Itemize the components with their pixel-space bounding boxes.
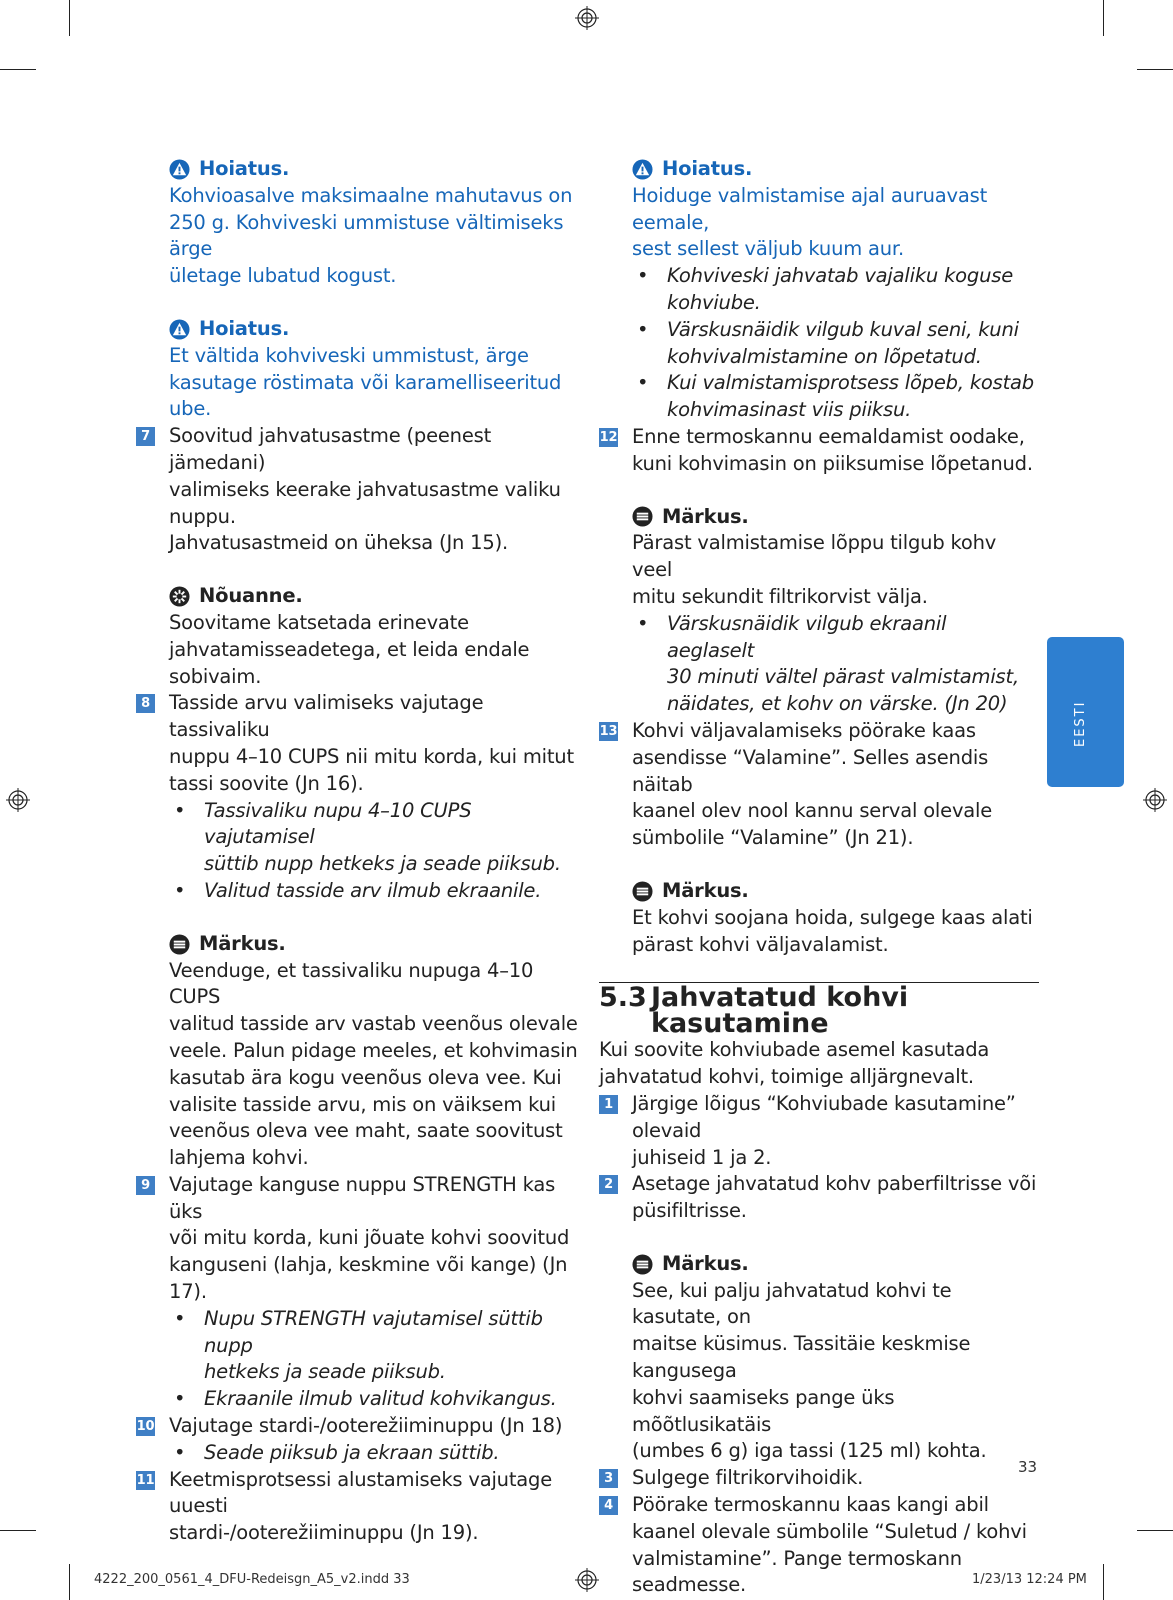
- warning-text-line: ületage lubatud kogust.: [169, 264, 397, 288]
- tip-header: [169, 583, 586, 610]
- registration-mark-icon: [575, 6, 599, 30]
- bullet-text-line: Kohviveski jahvatab vajaliku koguse: [667, 264, 1013, 288]
- note-text-line: Et kohvi soojana hoida, sulgege kaas alati: [632, 905, 1033, 929]
- note-icon: [632, 1254, 653, 1275]
- note-1: [136, 931, 586, 1172]
- note-text-line: lahjema kohvi.: [169, 1146, 309, 1170]
- bullet-text-line: kohvimasinast viis piiksu.: [667, 398, 912, 422]
- warning-text-line: sest sellest väljub kuum aur.: [632, 237, 904, 261]
- step-text-line: Asetage jahvatatud kohv paberfiltrisse või: [632, 1172, 1037, 1196]
- bullet-icon: •: [637, 611, 649, 635]
- step-12: [599, 424, 1039, 478]
- note-text-line: See, kui palju jahvatatud kohvi te kasutate, on: [632, 1278, 952, 1329]
- section-title-line: Jahvatatud kohvi: [651, 982, 909, 1014]
- tip-text-line: Soovitame katsetada erinevate: [169, 610, 469, 634]
- step-text-line: juhiseid 1 ja 2.: [632, 1145, 772, 1169]
- bullet-text-line: Värskusnäidik vilgub kuval seni, kuni: [667, 317, 1019, 341]
- step-text-line: Järgige lõigus “Kohviubade kasutamine” olevaid: [632, 1091, 1016, 1142]
- note-text-line: veele. Palun pidage meeles, et kohvimasin: [169, 1038, 578, 1062]
- bullet-icon: •: [174, 1306, 186, 1330]
- bullet-text-line: Valitud tasside arv ilmub ekraanile.: [204, 878, 542, 902]
- crop-mark: [0, 69, 36, 70]
- warning-title: Hoiatus.: [662, 157, 753, 180]
- step-number: 2: [599, 1175, 618, 1194]
- warning-title: Hoiatus.: [199, 316, 290, 340]
- bullet-text-line: kohviube.: [667, 290, 761, 314]
- step-text-line: kaanel olevale sümbolile “Suletud / kohvi: [632, 1519, 1027, 1543]
- step-number: 13: [599, 723, 618, 739]
- section-title-line: kasutamine: [651, 1008, 829, 1040]
- language-tab-label: EESTI: [1073, 700, 1088, 747]
- bullet-icon: •: [637, 264, 649, 288]
- bullet-item: [136, 1306, 586, 1386]
- note-text-line: valisite tasside arvu, mis on väiksem kui: [169, 1092, 556, 1116]
- step-3: [599, 1465, 1039, 1492]
- note-title: Märkus.: [662, 1251, 749, 1275]
- bullet-text-line: Värskusnäidik vilgub ekraanil aeglaselt: [667, 611, 947, 662]
- warning-header: [169, 156, 586, 183]
- step-text-line: Keetmisprotsessi alustamiseks vajutage uuesti: [169, 1467, 552, 1518]
- bullet-text-line: Kui valmistamisprotsess lõpeb, kostab: [667, 371, 1034, 395]
- step-13: [599, 718, 1039, 852]
- note-header: [632, 878, 1039, 905]
- note-icon: [169, 934, 190, 955]
- left-column: [136, 156, 586, 1547]
- crop-mark: [69, 0, 70, 36]
- bullet-item: [599, 263, 1039, 317]
- step-9: [136, 1172, 586, 1306]
- warning-1: [136, 156, 586, 290]
- warning-icon: [632, 159, 653, 180]
- bullet-item: [136, 798, 586, 878]
- step-text-line: stardi-/ooterežiiminuppu (Jn 19).: [169, 1521, 479, 1545]
- step-text-line: valmistamine”. Pange termoskann seadmesse.: [632, 1546, 962, 1597]
- step-number: 12: [599, 429, 618, 445]
- registration-mark-icon: [575, 1568, 599, 1592]
- step-2: [599, 1171, 1039, 1225]
- step-number: 1: [599, 1095, 618, 1114]
- tip-title: Nõuanne.: [199, 584, 303, 608]
- intro-text-line: jahvatatud kohvi, toimige alljärgnevalt.: [599, 1065, 974, 1089]
- warning-3: [599, 156, 1039, 263]
- note-icon: [632, 881, 653, 902]
- note-title: Märkus.: [662, 878, 749, 902]
- tip-text-line: jahvatamisseadetega, et leida endale sobivaim.: [169, 637, 530, 688]
- crop-mark: [1103, 1564, 1104, 1600]
- note-text-line: kohvi saamiseks pange üks mõõtlusikatäis: [632, 1385, 895, 1436]
- bullet-icon: •: [637, 317, 649, 341]
- step-number: 4: [599, 1496, 618, 1515]
- page-number: 33: [1018, 1458, 1038, 1476]
- footer-file: 4222_200_0561_4_DFU-Redeisgn_A5_v2.indd 33: [94, 1572, 410, 1587]
- bullet-text-line: Nupu STRENGTH vajutamisel süttib nupp: [204, 1306, 543, 1357]
- intro-text-line: Kui soovite kohviubade asemel kasutada: [599, 1038, 990, 1062]
- step-8: [136, 690, 586, 797]
- crop-mark: [0, 1530, 36, 1531]
- bullet-icon: •: [174, 1387, 186, 1411]
- step-text-line: Tasside arvu valimiseks vajutage tassivaliku: [169, 691, 484, 742]
- warning-text-line: 250 g. Kohviveski ummistuse vältimiseks ärge: [169, 210, 564, 261]
- note-icon: [632, 506, 653, 527]
- note-text-line: pärast kohvi väljavalamist.: [632, 932, 889, 956]
- step-11: [136, 1467, 586, 1547]
- bullet-item: [599, 611, 1039, 718]
- step-text-line: valimiseks keerake jahvatusastme valiku nuppu.: [169, 477, 561, 528]
- registration-mark-icon: [1143, 788, 1167, 812]
- bullet-item: [599, 317, 1039, 371]
- bullet-item: [136, 878, 586, 905]
- step-text-line: kaanel olev nool kannu serval olevale: [632, 799, 993, 823]
- step-text-line: või mitu korda, kuni jõuate kohvi soovitud: [169, 1226, 570, 1250]
- note-header: [169, 931, 586, 958]
- step-number: 10: [136, 1419, 155, 1435]
- registration-mark-icon: [6, 788, 30, 812]
- note-title: Märkus.: [199, 931, 286, 955]
- note-text-line: veenõus oleva vee maht, saate soovitust: [169, 1119, 563, 1143]
- bullet-text-line: Tassivaliku nupu 4–10 CUPS vajutamisel: [204, 798, 472, 849]
- note-text-line: Veenduge, et tassivaliku nupuga 4–10 CUPS: [169, 958, 534, 1009]
- step-text-line: Pöörake termoskannu kaas kangi abil: [632, 1493, 989, 1517]
- bullet-icon: •: [174, 878, 186, 902]
- step-text-line: Kohvi väljavalamiseks pöörake kaas: [632, 718, 976, 742]
- bullet-icon: •: [637, 371, 649, 395]
- step-text-line: Vajutage kanguse nuppu STRENGTH kas üks: [169, 1172, 556, 1223]
- bullet-text-line: 30 minuti vältel pärast valmistamist,: [667, 665, 1019, 689]
- crop-mark: [69, 1564, 70, 1600]
- note-4: [599, 1251, 1039, 1465]
- note-2: [599, 504, 1039, 611]
- step-text-line: asendisse “Valamine”. Selles asendis näitab: [632, 745, 989, 796]
- section-number: 5.3: [599, 982, 647, 1014]
- warning-icon: [169, 159, 190, 180]
- bullet-text-line: hetkeks ja seade piiksub.: [204, 1360, 446, 1384]
- crop-mark: [1137, 69, 1173, 70]
- language-tab: [1047, 637, 1124, 787]
- step-text-line: nuppu 4–10 CUPS nii mitu korda, kui mitut: [169, 744, 574, 768]
- note-text-line: kasutab ära kogu veenõus oleva vee. Kui: [169, 1065, 562, 1089]
- note-text-line: Pärast valmistamise lõppu tilgub kohv veel: [632, 531, 997, 582]
- note-header: [632, 1251, 1039, 1278]
- step-7: [136, 423, 586, 557]
- step-number: 11: [136, 1472, 155, 1488]
- section-intro: [599, 1037, 1039, 1091]
- step-number: 9: [136, 1176, 155, 1195]
- step-text-line: kuni kohvimasin on piiksumise lõpetanud.: [632, 451, 1033, 475]
- warning-2: [136, 316, 586, 423]
- step-number: 7: [136, 427, 155, 446]
- step-text-line: Enne termoskannu eemaldamist oodake,: [632, 424, 1025, 448]
- warning-text-line: Et vältida kohviveski ummistust, ärge: [169, 343, 529, 367]
- bullet-text-line: Seade piiksub ja ekraan süttib.: [204, 1440, 500, 1464]
- bullet-text-line: näidates, et kohv on värske. (Jn 20): [667, 692, 1008, 716]
- note-text-line: mitu sekundit filtrikorvist välja.: [632, 584, 928, 608]
- note-text-line: valitud tasside arv vastab veenõus olevale: [169, 1012, 578, 1036]
- step-text-line: kanguseni (lahja, keskmine või kange) (Jn 17).: [169, 1253, 568, 1304]
- note-text-line: maitse küsimus. Tassitäie keskmise kangusega: [632, 1332, 971, 1383]
- bullet-text-line: Ekraanile ilmub valitud kohvikangus.: [204, 1387, 557, 1411]
- step-text-line: tassi soovite (Jn 16).: [169, 771, 364, 795]
- bullet-item: [136, 1440, 586, 1467]
- step-text-line: Sulgege filtrikorvihoidik.: [632, 1466, 864, 1490]
- crop-mark: [1103, 0, 1104, 36]
- bullet-text-line: kohvivalmistamine on lõpetatud.: [667, 344, 982, 368]
- warning-icon: [169, 319, 190, 340]
- tip: [136, 583, 586, 690]
- warning-text-line: Hoiduge valmistamise ajal auruavast eemale,: [632, 183, 988, 234]
- section-heading: [599, 982, 1039, 1040]
- note-header: [632, 504, 1039, 531]
- bullet-icon: •: [174, 798, 186, 822]
- bullet-item: [599, 370, 1039, 424]
- warning-header: [632, 156, 1039, 183]
- note-text-line: (umbes 6 g) iga tassi (125 ml) kohta.: [632, 1439, 987, 1463]
- warning-text-line: Kohvioasalve maksimaalne mahutavus on: [169, 183, 573, 207]
- step-1: [599, 1091, 1039, 1171]
- warning-header: [169, 316, 586, 343]
- bullet-text-line: süttib nupp hetkeks ja seade piiksub.: [204, 852, 561, 876]
- right-column: [599, 156, 1039, 1599]
- step-text-line: Vajutage stardi-/ooterežiiminuppu (Jn 18): [169, 1414, 563, 1438]
- step-10: [136, 1413, 586, 1440]
- bullet-icon: •: [174, 1440, 186, 1464]
- bullet-item: [136, 1386, 586, 1413]
- step-text-line: Jahvatusastmeid on üheksa (Jn 15).: [169, 531, 508, 555]
- step-number: 8: [136, 694, 155, 713]
- warning-title: Hoiatus.: [199, 157, 290, 180]
- step-text-line: püsifiltrisse.: [632, 1199, 747, 1223]
- step-number: 3: [599, 1469, 618, 1488]
- step-text-line: Soovitud jahvatusastme (peenest jämedani): [169, 424, 492, 474]
- crop-mark: [1137, 1530, 1173, 1531]
- note-3: [599, 878, 1039, 958]
- note-title: Märkus.: [662, 504, 749, 528]
- warning-text-line: kasutage röstimata või karamelliseeritud ube.: [169, 370, 562, 421]
- footer-date: 1/23/13 12:24 PM: [972, 1572, 1087, 1587]
- tip-icon: [169, 586, 190, 607]
- step-text-line: sümbolile “Valamine” (Jn 21).: [632, 826, 914, 850]
